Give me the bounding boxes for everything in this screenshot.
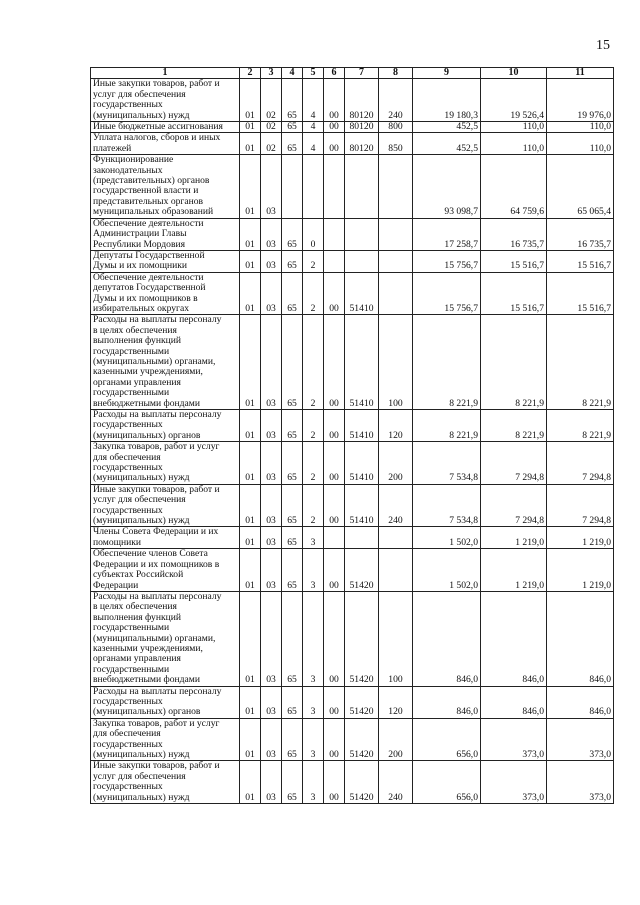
row-name: Расходы на выплаты персоналу государственных (муниципальных) органов [91,686,240,718]
code-expense-type: 240 [379,79,413,122]
code-direction-a: 00 [324,122,345,133]
code-subprogram: 3 [303,591,324,686]
table-header-row [91,68,614,79]
amount-year-2: 110,0 [481,133,547,155]
code-direction-b: 80120 [345,133,379,155]
amount-year-1: 452,5 [413,122,481,133]
column-header: 10 [481,68,547,79]
amount-year-2: 15 516,7 [481,272,547,315]
code-program: 65 [282,686,303,718]
row-name: Функционирование законодательных (представительных) органов государственной власти и представительных органов муниципальных образований [91,155,240,218]
code-expense-type: 240 [379,484,413,527]
code-program: 65 [282,761,303,804]
code-rz: 01 [240,155,261,218]
row-name: Иные закупки товаров, работ и услуг для обеспечения государственных (муниципальных) нужд [91,484,240,527]
amount-year-1: 846,0 [413,686,481,718]
code-direction-b [345,250,379,272]
table-row [91,442,614,485]
table-row [91,591,614,686]
code-direction-a [324,218,345,250]
amount-year-3: 19 976,0 [547,79,614,122]
budget-table [90,67,614,804]
amount-year-1: 1 502,0 [413,527,481,549]
code-rz: 01 [240,484,261,527]
code-pr: 02 [261,79,282,122]
amount-year-2: 16 735,7 [481,218,547,250]
amount-year-2: 846,0 [481,686,547,718]
amount-year-1: 8 221,9 [413,410,481,442]
code-subprogram: 2 [303,315,324,410]
code-rz: 01 [240,591,261,686]
code-pr: 03 [261,315,282,410]
code-pr: 03 [261,218,282,250]
amount-year-1: 7 534,8 [413,484,481,527]
code-direction-a: 00 [324,549,345,592]
code-pr: 03 [261,718,282,761]
code-rz: 01 [240,79,261,122]
row-name: Члены Совета Федерации и их помощники [91,527,240,549]
code-rz: 01 [240,410,261,442]
code-expense-type: 120 [379,686,413,718]
code-expense-type: 200 [379,718,413,761]
column-header: 8 [379,68,413,79]
amount-year-3: 8 221,9 [547,410,614,442]
column-header: 6 [324,68,345,79]
code-direction-b: 51410 [345,484,379,527]
code-expense-type: 800 [379,122,413,133]
code-direction-a [324,527,345,549]
amount-year-1: 17 258,7 [413,218,481,250]
code-direction-a: 00 [324,442,345,485]
table-row [91,527,614,549]
code-expense-type [379,527,413,549]
amount-year-3: 110,0 [547,122,614,133]
column-header: 4 [282,68,303,79]
amount-year-2: 110,0 [481,122,547,133]
page-number: 15 [596,38,610,53]
table-row [91,79,614,122]
row-name: Обеспечение деятельности Администрации Главы Республики Мордовия [91,218,240,250]
amount-year-3: 8 221,9 [547,315,614,410]
amount-year-1: 8 221,9 [413,315,481,410]
code-direction-a: 00 [324,484,345,527]
amount-year-1: 452,5 [413,133,481,155]
code-direction-b: 51410 [345,410,379,442]
amount-year-2: 1 219,0 [481,549,547,592]
code-program: 65 [282,410,303,442]
code-rz: 01 [240,549,261,592]
amount-year-3: 373,0 [547,761,614,804]
row-name: Обеспечение деятельности депутатов Государственной Думы и их помощников в избирательных округах [91,272,240,315]
code-rz: 01 [240,122,261,133]
code-expense-type: 100 [379,315,413,410]
code-rz: 01 [240,527,261,549]
code-subprogram: 4 [303,79,324,122]
code-subprogram: 3 [303,718,324,761]
code-expense-type [379,272,413,315]
amount-year-2: 1 219,0 [481,527,547,549]
code-program: 65 [282,250,303,272]
code-subprogram: 0 [303,218,324,250]
table-row [91,133,614,155]
code-program: 65 [282,133,303,155]
code-expense-type [379,549,413,592]
amount-year-1: 1 502,0 [413,549,481,592]
amount-year-2: 15 516,7 [481,250,547,272]
amount-year-2: 7 294,8 [481,484,547,527]
column-header: 2 [240,68,261,79]
code-program: 65 [282,272,303,315]
code-program: 65 [282,527,303,549]
column-header: 9 [413,68,481,79]
table-row [91,549,614,592]
code-pr: 03 [261,761,282,804]
table-row [91,484,614,527]
row-name: Иные закупки товаров, работ и услуг для обеспечения государственных (муниципальных) нужд [91,79,240,122]
table-row [91,315,614,410]
row-name: Обеспечение членов Совета Федерации и их помощников в субъектах Российской Федерации [91,549,240,592]
code-direction-b: 51420 [345,718,379,761]
table-row [91,410,614,442]
row-name: Закупка товаров, работ и услуг для обеспечения государственных (муниципальных) нужд [91,442,240,485]
code-pr: 03 [261,155,282,218]
code-rz: 01 [240,315,261,410]
column-header: 3 [261,68,282,79]
table-row [91,250,614,272]
code-rz: 01 [240,272,261,315]
code-subprogram: 2 [303,410,324,442]
code-program: 65 [282,218,303,250]
amount-year-3: 373,0 [547,718,614,761]
table-row [91,761,614,804]
code-direction-a: 00 [324,591,345,686]
code-program: 65 [282,442,303,485]
amount-year-1: 656,0 [413,718,481,761]
row-name: Депутаты Государственной Думы и их помощники [91,250,240,272]
code-expense-type [379,250,413,272]
code-subprogram: 3 [303,527,324,549]
column-header: 7 [345,68,379,79]
code-direction-b: 51410 [345,272,379,315]
code-direction-b [345,155,379,218]
code-rz: 01 [240,761,261,804]
code-direction-a: 00 [324,410,345,442]
code-expense-type: 200 [379,442,413,485]
code-direction-b: 51420 [345,686,379,718]
amount-year-3: 846,0 [547,591,614,686]
amount-year-3: 15 516,7 [547,250,614,272]
amount-year-2: 846,0 [481,591,547,686]
code-direction-a: 00 [324,79,345,122]
amount-year-3: 1 219,0 [547,527,614,549]
code-pr: 03 [261,250,282,272]
code-rz: 01 [240,250,261,272]
code-expense-type [379,155,413,218]
amount-year-2: 373,0 [481,761,547,804]
code-direction-a: 00 [324,686,345,718]
amount-year-1: 19 180,3 [413,79,481,122]
code-direction-a: 00 [324,718,345,761]
column-header: 11 [547,68,614,79]
code-program: 65 [282,549,303,592]
row-name: Иные бюджетные ассигнования [91,122,240,133]
code-direction-b: 51420 [345,549,379,592]
amount-year-1: 93 098,7 [413,155,481,218]
code-expense-type [379,218,413,250]
code-pr: 02 [261,133,282,155]
row-name: Уплата налогов, сборов и иных платежей [91,133,240,155]
code-expense-type: 100 [379,591,413,686]
row-name: Расходы на выплаты персоналу в целях обеспечения выполнения функций государственными (муниципальными) органами, казенными учреждениями, органами управления государственными внебюджетными фондами [91,315,240,410]
code-program: 65 [282,122,303,133]
code-direction-b: 51420 [345,761,379,804]
code-pr: 03 [261,410,282,442]
amount-year-2: 8 221,9 [481,410,547,442]
code-direction-a [324,155,345,218]
code-program: 65 [282,718,303,761]
code-direction-b: 80120 [345,122,379,133]
table-row [91,718,614,761]
code-pr: 02 [261,122,282,133]
table-row [91,272,614,315]
code-subprogram: 2 [303,442,324,485]
column-header: 5 [303,68,324,79]
code-expense-type: 120 [379,410,413,442]
code-subprogram [303,155,324,218]
code-subprogram: 4 [303,133,324,155]
code-program: 65 [282,591,303,686]
code-program: 65 [282,79,303,122]
amount-year-2: 8 221,9 [481,315,547,410]
code-subprogram: 3 [303,761,324,804]
code-direction-a: 00 [324,315,345,410]
amount-year-3: 7 294,8 [547,484,614,527]
code-direction-a: 00 [324,133,345,155]
code-expense-type: 240 [379,761,413,804]
code-pr: 03 [261,272,282,315]
amount-year-3: 7 294,8 [547,442,614,485]
code-subprogram: 3 [303,549,324,592]
code-pr: 03 [261,442,282,485]
row-name: Закупка товаров, работ и услуг для обеспечения государственных (муниципальных) нужд [91,718,240,761]
code-subprogram: 2 [303,272,324,315]
code-direction-a: 00 [324,761,345,804]
table-row [91,686,614,718]
code-expense-type: 850 [379,133,413,155]
code-rz: 01 [240,718,261,761]
amount-year-2: 7 294,8 [481,442,547,485]
amount-year-3: 16 735,7 [547,218,614,250]
amount-year-1: 7 534,8 [413,442,481,485]
amount-year-1: 15 756,7 [413,250,481,272]
amount-year-1: 846,0 [413,591,481,686]
code-pr: 03 [261,549,282,592]
code-pr: 03 [261,527,282,549]
amount-year-3: 1 219,0 [547,549,614,592]
code-direction-b: 51410 [345,315,379,410]
code-subprogram: 2 [303,250,324,272]
row-name: Иные закупки товаров, работ и услуг для обеспечения государственных (муниципальных) нужд [91,761,240,804]
code-direction-a: 00 [324,272,345,315]
code-subprogram: 2 [303,484,324,527]
code-rz: 01 [240,686,261,718]
code-direction-b [345,218,379,250]
amount-year-1: 656,0 [413,761,481,804]
row-name: Расходы на выплаты персоналу государственных (муниципальных) органов [91,410,240,442]
amount-year-3: 846,0 [547,686,614,718]
amount-year-3: 15 516,7 [547,272,614,315]
amount-year-1: 15 756,7 [413,272,481,315]
amount-year-2: 19 526,4 [481,79,547,122]
code-rz: 01 [240,133,261,155]
code-direction-b: 51410 [345,442,379,485]
code-direction-b: 80120 [345,79,379,122]
table-row [91,122,614,133]
code-rz: 01 [240,442,261,485]
code-subprogram: 4 [303,122,324,133]
amount-year-2: 373,0 [481,718,547,761]
code-pr: 03 [261,591,282,686]
row-name: Расходы на выплаты персоналу в целях обеспечения выполнения функций государственными (муниципальными) органами, казенными учреждениями, органами управления государственными внебюджетными фондами [91,591,240,686]
code-pr: 03 [261,484,282,527]
code-direction-b [345,527,379,549]
code-direction-b: 51420 [345,591,379,686]
amount-year-2: 64 759,6 [481,155,547,218]
code-direction-a [324,250,345,272]
code-program [282,155,303,218]
amount-year-3: 65 065,4 [547,155,614,218]
column-header: 1 [91,68,240,79]
code-subprogram: 3 [303,686,324,718]
code-pr: 03 [261,686,282,718]
table-row [91,155,614,218]
amount-year-3: 110,0 [547,133,614,155]
code-program: 65 [282,315,303,410]
code-program: 65 [282,484,303,527]
code-rz: 01 [240,218,261,250]
table-row [91,218,614,250]
